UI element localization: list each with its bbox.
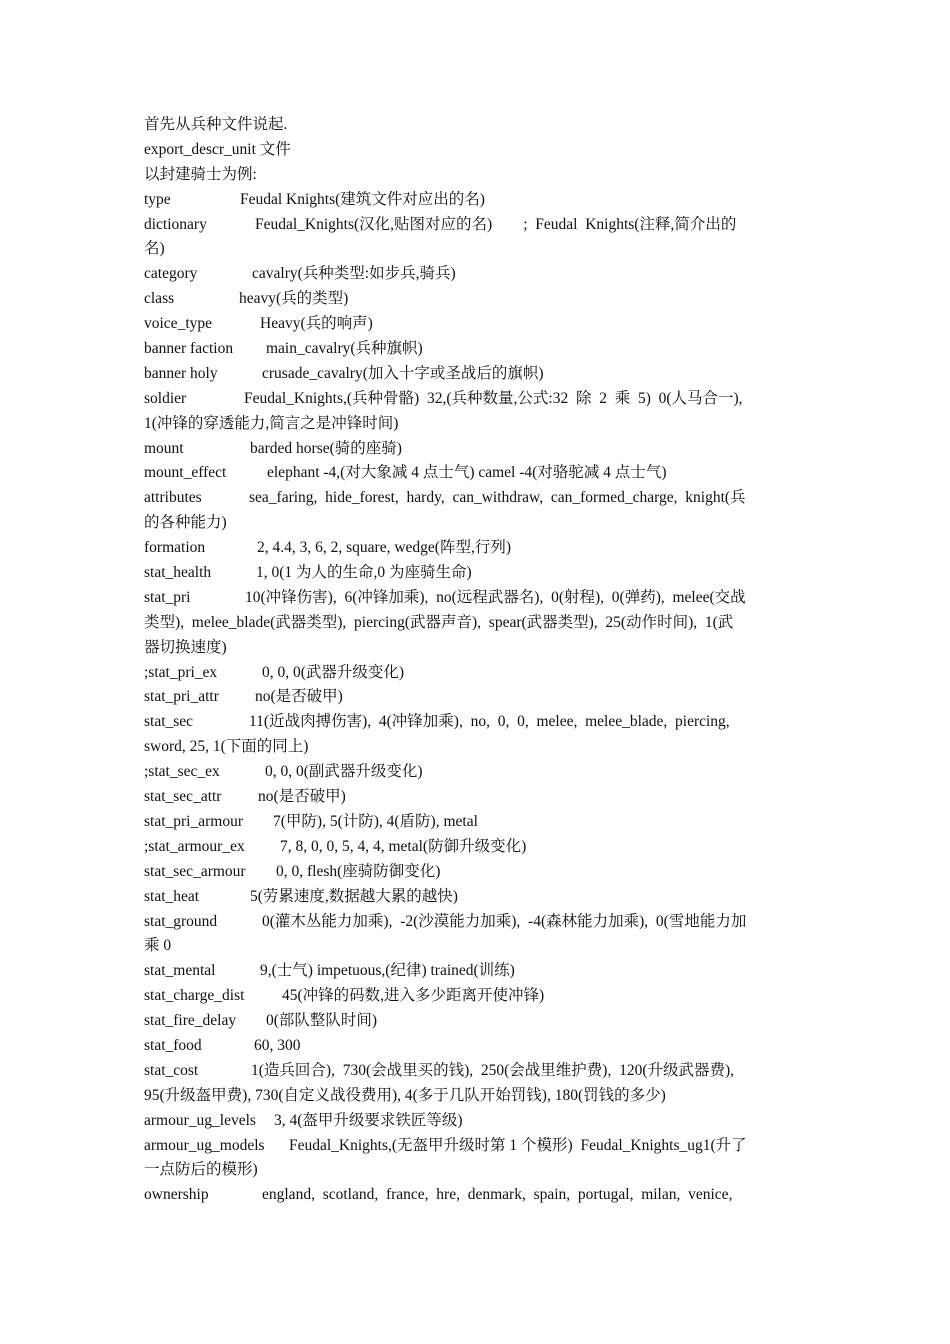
entry-key: stat_sec bbox=[144, 713, 194, 731]
entry-key: stat_sec_attr bbox=[144, 788, 222, 806]
entry-value: 2, 4.4, 3, 6, 2, square, wedge(阵型,行列) bbox=[257, 539, 511, 557]
entry-key: mount_effect bbox=[144, 464, 227, 482]
entry-value: barded horse(骑的座骑) bbox=[250, 439, 402, 457]
entry-soldier bbox=[144, 387, 808, 412]
entry-stat-mental bbox=[144, 959, 808, 984]
entry-value: 1, 0(1 为人的生命,0 为座骑生命) bbox=[256, 564, 472, 582]
entry-value: elephant -4,(对大象减 4 点士气) camel -4(对骆驼减 4 点士气) bbox=[267, 464, 667, 482]
entry-stat-sec bbox=[144, 710, 808, 735]
entry-key: ;stat_pri_ex bbox=[144, 663, 218, 681]
entry-key: stat_pri bbox=[144, 588, 191, 606]
entry-key: stat_charge_dist bbox=[144, 987, 245, 1005]
entry-value: Feudal_Knights,(无盔甲升级时第 1 个模形) Feudal_Knights_ug1(升了 bbox=[289, 1136, 747, 1154]
entry-mount bbox=[144, 437, 808, 462]
entry-voice-type bbox=[144, 312, 808, 337]
entry-key: voice_type bbox=[144, 315, 213, 333]
entry-stat-pri-attr bbox=[144, 685, 808, 710]
entry-continuation: 的各种能力) bbox=[144, 514, 227, 532]
entry-value: Feudal Knights(建筑文件对应出的名) bbox=[240, 190, 485, 208]
entry-value: 1(造兵回合), 730(会战里买的钱), 250(会战里维护费), 120(升级武器费), bbox=[251, 1061, 735, 1079]
entry-stat-health bbox=[144, 561, 808, 586]
entry-stat-armour-ex bbox=[144, 835, 808, 860]
entry-stat-food bbox=[144, 1034, 808, 1059]
entry-stat-fire-delay bbox=[144, 1009, 808, 1034]
entry-key: stat_pri_armour bbox=[144, 812, 244, 830]
entry-continuation: 1(冲锋的穿透能力,简言之是冲锋时间) bbox=[144, 414, 399, 432]
entry-value: 11(近战肉搏伤害), 4(冲锋加乘), no, 0, 0, melee, melee_blade, piercing, bbox=[249, 713, 730, 731]
entry-key: formation bbox=[144, 539, 206, 557]
entry-key: stat_mental bbox=[144, 962, 216, 980]
entry-value: Heavy(兵的响声) bbox=[260, 315, 373, 333]
entry-continuation: 类型), melee_blade(武器类型), piercing(武器声音), spear(武器类型), 25(动作时间), 1(武 bbox=[144, 613, 734, 631]
entry-value: sea_faring, hide_forest, hardy, can_withdraw, can_formed_charge, knight(兵 bbox=[249, 489, 746, 507]
entry-value: 0, 0, 0(武器升级变化) bbox=[262, 663, 405, 681]
entry-continuation: 一点防后的模形) bbox=[144, 1161, 258, 1179]
entry-value: 0, 0, 0(副武器升级变化) bbox=[265, 763, 423, 781]
entry-key: mount bbox=[144, 439, 184, 457]
entry-armour-ug-models bbox=[144, 1134, 808, 1159]
entry-value: 0, 0, flesh(座骑防御变化) bbox=[276, 862, 441, 880]
entry-banner-faction bbox=[144, 337, 808, 362]
entry-stat-pri-armour bbox=[144, 810, 808, 835]
entry-key: type bbox=[144, 190, 171, 208]
document-page bbox=[144, 113, 808, 1208]
entry-ownership bbox=[144, 1183, 808, 1208]
entry-stat-sec-armour bbox=[144, 860, 808, 885]
entry-class bbox=[144, 287, 808, 312]
entry-attributes bbox=[144, 486, 808, 511]
entry-armour-ug-levels bbox=[144, 1109, 808, 1134]
entry-key: stat_health bbox=[144, 564, 212, 582]
intro-line: 首先从兵种文件说起. bbox=[144, 116, 288, 133]
entry-value: 10(冲锋伤害), 6(冲锋加乘), no(远程武器名), 0(射程), 0(弹药), melee(交战 bbox=[245, 588, 746, 606]
entry-stat-sec-attr bbox=[144, 785, 808, 810]
entry-value: 7(甲防), 5(计防), 4(盾防), metal bbox=[273, 812, 478, 830]
entry-value: Feudal_Knights(汉化,贴图对应的名) ; Feudal Knights(注释,简介出的 bbox=[255, 215, 737, 233]
entry-value: heavy(兵的类型) bbox=[239, 290, 349, 308]
entry-key: stat_cost bbox=[144, 1061, 199, 1079]
entry-value: england, scotland, france, hre, denmark, spain, portugal, milan, venice, bbox=[262, 1186, 733, 1204]
entry-value: no(是否破甲) bbox=[258, 788, 346, 806]
entry-value: 0(部队整队时间) bbox=[266, 1012, 378, 1030]
entry-continuation: 名) bbox=[144, 240, 165, 258]
entry-key: attributes bbox=[144, 489, 202, 507]
entry-key: armour_ug_levels bbox=[144, 1111, 256, 1129]
entry-stat-heat bbox=[144, 885, 808, 910]
entry-stat-cost bbox=[144, 1059, 808, 1084]
entry-value: no(是否破甲) bbox=[255, 688, 343, 706]
entry-value: 0(灌木丛能力加乘), -2(沙漠能力加乘), -4(森林能力加乘), 0(雪地能力加 bbox=[262, 912, 747, 930]
entry-key: stat_sec_armour bbox=[144, 862, 246, 880]
entry-value: 45(冲锋的码数,进入多少距离开使冲锋) bbox=[282, 987, 545, 1005]
entry-stat-sec-ex bbox=[144, 760, 808, 785]
entry-value: 60, 300 bbox=[254, 1036, 301, 1054]
intro-line: export_descr_unit 文件 bbox=[144, 140, 291, 158]
entry-formation bbox=[144, 536, 808, 561]
entry-key: stat_heat bbox=[144, 887, 200, 905]
entry-banner-holy bbox=[144, 362, 808, 387]
entry-key: ownership bbox=[144, 1186, 209, 1204]
entry-key: stat_pri_attr bbox=[144, 688, 219, 706]
entry-stat-ground bbox=[144, 910, 808, 935]
intro-line: 以封建骑士为例: bbox=[144, 165, 257, 183]
entry-key: class bbox=[144, 290, 175, 308]
entry-key: stat_food bbox=[144, 1036, 202, 1054]
entry-key: banner faction bbox=[144, 340, 234, 358]
entry-key: ;stat_armour_ex bbox=[144, 837, 245, 855]
entry-value: main_cavalry(兵种旗帜) bbox=[266, 340, 423, 358]
entry-key: banner holy bbox=[144, 364, 218, 382]
entry-continuation: 乘 0 bbox=[144, 937, 172, 955]
entry-value: 3, 4(盔甲升级要求铁匠等级) bbox=[274, 1111, 463, 1129]
entry-value: crusade_cavalry(加入十字或圣战后的旗帜) bbox=[262, 364, 544, 382]
entry-key: armour_ug_models bbox=[144, 1136, 265, 1154]
entry-value: 5(劳累速度,数据越大累的越快) bbox=[250, 887, 458, 905]
entry-value: 7, 8, 0, 0, 5, 4, 4, metal(防御升级变化) bbox=[280, 837, 527, 855]
entry-continuation: sword, 25, 1(下面的同上) bbox=[144, 738, 309, 756]
entry-key: dictionary bbox=[144, 215, 207, 233]
entry-dictionary bbox=[144, 213, 808, 238]
entry-continuation: 器切换速度) bbox=[144, 638, 227, 656]
entry-key: stat_ground bbox=[144, 912, 218, 930]
entry-value: cavalry(兵种类型:如步兵,骑兵) bbox=[252, 265, 456, 283]
entry-stat-pri bbox=[144, 586, 808, 611]
entry-type bbox=[144, 188, 808, 213]
entry-mount-effect bbox=[144, 461, 808, 486]
entry-value: 9,(士气) impetuous,(纪律) trained(训练) bbox=[260, 962, 515, 980]
entry-key: ;stat_sec_ex bbox=[144, 763, 220, 781]
entry-stat-pri-ex bbox=[144, 661, 808, 686]
entry-category bbox=[144, 262, 808, 287]
entry-key: category bbox=[144, 265, 198, 283]
entry-key: soldier bbox=[144, 389, 187, 407]
entry-value: Feudal_Knights,(兵种骨骼) 32,(兵种数量,公式:32 除 2 乘 5) 0(人马合一), bbox=[244, 389, 743, 407]
entry-key: stat_fire_delay bbox=[144, 1012, 237, 1030]
entry-continuation: 95(升级盔甲费), 730(自定义战役费用), 4(多于几队开始罚钱), 180(罚钱的多少) bbox=[144, 1086, 666, 1104]
entry-stat-charge-dist bbox=[144, 984, 808, 1009]
